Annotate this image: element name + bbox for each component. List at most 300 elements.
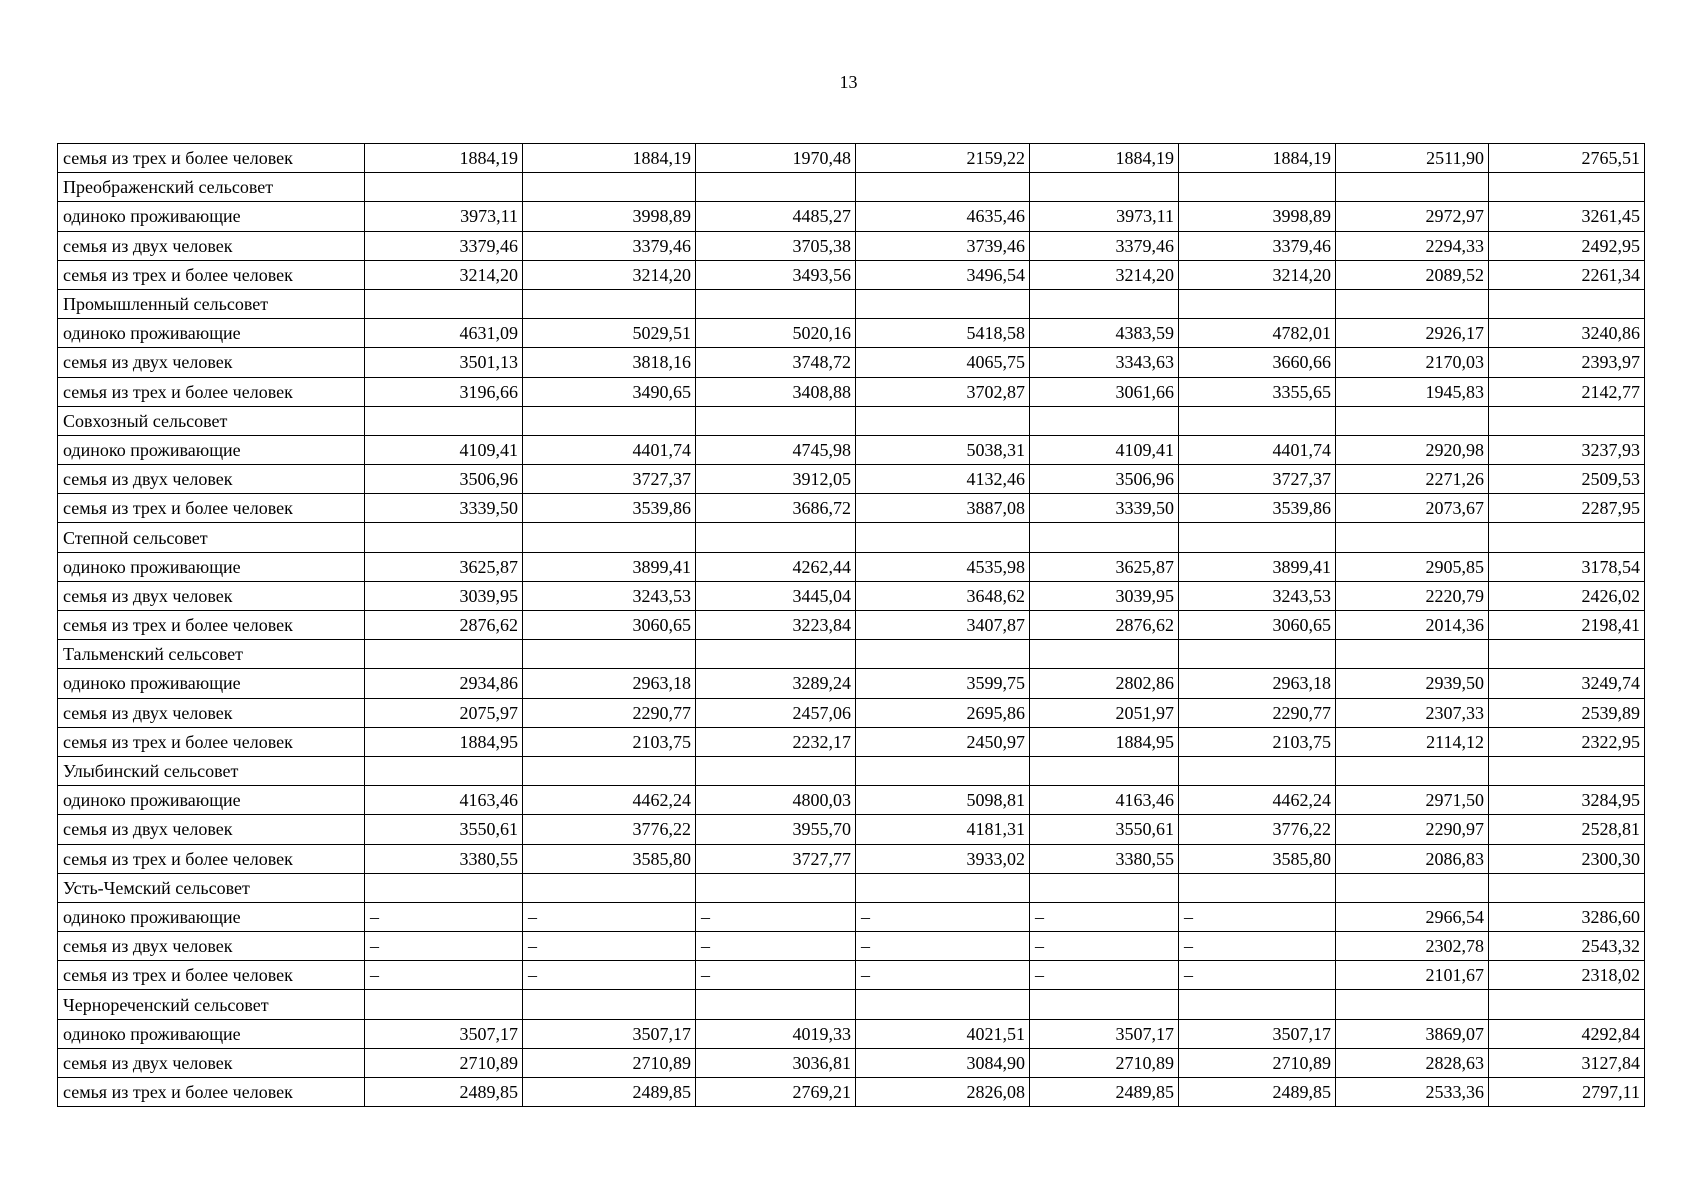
value-cell: 2114,12 xyxy=(1336,727,1489,756)
value-cell: – xyxy=(696,932,856,961)
value-cell: 3727,37 xyxy=(1179,465,1336,494)
value-cell: 3243,53 xyxy=(523,581,696,610)
value-cell: 3240,86 xyxy=(1489,319,1645,348)
value-cell: 3249,74 xyxy=(1489,669,1645,698)
value-cell: – xyxy=(856,902,1030,931)
value-cell: 3379,46 xyxy=(365,231,523,260)
value-cell: 3727,77 xyxy=(696,844,856,873)
tariff-table xyxy=(57,143,1645,1107)
table-row xyxy=(58,231,1645,260)
value-cell: 1884,95 xyxy=(1030,727,1179,756)
value-cell: 3289,24 xyxy=(696,669,856,698)
value-cell: 2695,86 xyxy=(856,698,1030,727)
table-row xyxy=(58,1078,1645,1107)
empty-cell xyxy=(1179,523,1336,552)
row-label-cell: одиноко проживающие xyxy=(58,1019,365,1048)
value-cell: 2287,95 xyxy=(1489,494,1645,523)
value-cell: 1945,83 xyxy=(1336,377,1489,406)
section-title-cell: Преображенский сельсовет xyxy=(58,173,365,202)
value-cell: 3539,86 xyxy=(1179,494,1336,523)
empty-cell xyxy=(1179,990,1336,1019)
value-cell: 2971,50 xyxy=(1336,786,1489,815)
value-cell: 2509,53 xyxy=(1489,465,1645,494)
empty-cell xyxy=(1179,873,1336,902)
value-cell: – xyxy=(365,932,523,961)
value-cell: 2920,98 xyxy=(1336,435,1489,464)
table-row xyxy=(58,815,1645,844)
empty-cell xyxy=(365,990,523,1019)
row-label-cell: одиноко проживающие xyxy=(58,202,365,231)
value-cell: 4462,24 xyxy=(523,786,696,815)
section-row xyxy=(58,406,1645,435)
value-cell: 3060,65 xyxy=(523,611,696,640)
empty-cell xyxy=(523,173,696,202)
value-cell: 3912,05 xyxy=(696,465,856,494)
value-cell: 5418,58 xyxy=(856,319,1030,348)
value-cell: – xyxy=(1179,902,1336,931)
empty-cell xyxy=(365,173,523,202)
value-cell: 1884,95 xyxy=(365,727,523,756)
value-cell: 2765,51 xyxy=(1489,144,1645,173)
value-cell: 3493,56 xyxy=(696,260,856,289)
section-title-cell: Улыбинский сельсовет xyxy=(58,756,365,785)
row-label-cell: семья из трех и более человек xyxy=(58,260,365,289)
value-cell: 2073,67 xyxy=(1336,494,1489,523)
value-cell: 1884,19 xyxy=(1179,144,1336,173)
value-cell: 2511,90 xyxy=(1336,144,1489,173)
empty-cell xyxy=(1336,640,1489,669)
section-row xyxy=(58,756,1645,785)
value-cell: 3339,50 xyxy=(365,494,523,523)
value-cell: 3223,84 xyxy=(696,611,856,640)
empty-cell xyxy=(696,640,856,669)
value-cell: 3973,11 xyxy=(365,202,523,231)
value-cell: 2075,97 xyxy=(365,698,523,727)
value-cell: 3660,66 xyxy=(1179,348,1336,377)
value-cell: 2103,75 xyxy=(523,727,696,756)
value-cell: 2457,06 xyxy=(696,698,856,727)
value-cell: 4383,59 xyxy=(1030,319,1179,348)
value-cell: 2966,54 xyxy=(1336,902,1489,931)
value-cell: 2426,02 xyxy=(1489,581,1645,610)
value-cell: 4019,33 xyxy=(696,1019,856,1048)
value-cell: 2539,89 xyxy=(1489,698,1645,727)
value-cell: 2220,79 xyxy=(1336,581,1489,610)
section-title-cell: Совхозный сельсовет xyxy=(58,406,365,435)
value-cell: 3899,41 xyxy=(1179,552,1336,581)
value-cell: 3933,02 xyxy=(856,844,1030,873)
value-cell: 3625,87 xyxy=(1030,552,1179,581)
value-cell: – xyxy=(1030,932,1179,961)
value-cell: 2710,89 xyxy=(1179,1048,1336,1077)
row-label-cell: семья из двух человек xyxy=(58,932,365,961)
empty-cell xyxy=(1336,990,1489,1019)
value-cell: 3625,87 xyxy=(365,552,523,581)
value-cell: – xyxy=(696,902,856,931)
row-label-cell: семья из трех и более человек xyxy=(58,611,365,640)
value-cell: 3127,84 xyxy=(1489,1048,1645,1077)
value-cell: 3196,66 xyxy=(365,377,523,406)
value-cell: 4163,46 xyxy=(1030,786,1179,815)
table-row xyxy=(58,669,1645,698)
value-cell: 3585,80 xyxy=(523,844,696,873)
row-label-cell: одиноко проживающие xyxy=(58,319,365,348)
row-label-cell: одиноко проживающие xyxy=(58,902,365,931)
row-label-cell: семья из трех и более человек xyxy=(58,961,365,990)
value-cell: 3705,38 xyxy=(696,231,856,260)
empty-cell xyxy=(1030,640,1179,669)
table-row xyxy=(58,786,1645,815)
table-row xyxy=(58,1048,1645,1077)
value-cell: 2393,97 xyxy=(1489,348,1645,377)
row-label-cell: семья из двух человек xyxy=(58,348,365,377)
value-cell: 2710,89 xyxy=(1030,1048,1179,1077)
value-cell: 3776,22 xyxy=(1179,815,1336,844)
value-cell: 2828,63 xyxy=(1336,1048,1489,1077)
table-body xyxy=(58,144,1645,1107)
value-cell: 4065,75 xyxy=(856,348,1030,377)
table-row xyxy=(58,202,1645,231)
table-row xyxy=(58,961,1645,990)
value-cell: 3039,95 xyxy=(1030,581,1179,610)
value-cell: 3899,41 xyxy=(523,552,696,581)
value-cell: – xyxy=(1030,902,1179,931)
row-label-cell: одиноко проживающие xyxy=(58,786,365,815)
table-row xyxy=(58,144,1645,173)
empty-cell xyxy=(856,756,1030,785)
value-cell: 4109,41 xyxy=(365,435,523,464)
empty-cell xyxy=(1336,756,1489,785)
empty-cell xyxy=(1030,873,1179,902)
value-cell: 3869,07 xyxy=(1336,1019,1489,1048)
value-cell: 2939,50 xyxy=(1336,669,1489,698)
value-cell: 2322,95 xyxy=(1489,727,1645,756)
value-cell: 5020,16 xyxy=(696,319,856,348)
value-cell: 4631,09 xyxy=(365,319,523,348)
value-cell: 3284,95 xyxy=(1489,786,1645,815)
empty-cell xyxy=(856,873,1030,902)
value-cell: 4401,74 xyxy=(1179,435,1336,464)
empty-cell xyxy=(1179,640,1336,669)
empty-cell xyxy=(365,289,523,318)
table-row xyxy=(58,348,1645,377)
empty-cell xyxy=(1030,756,1179,785)
table-row xyxy=(58,552,1645,581)
value-cell: 2089,52 xyxy=(1336,260,1489,289)
table-row xyxy=(58,494,1645,523)
table-row xyxy=(58,1019,1645,1048)
table-row xyxy=(58,727,1645,756)
section-row xyxy=(58,523,1645,552)
empty-cell xyxy=(1030,523,1179,552)
table-row xyxy=(58,260,1645,289)
value-cell: 2086,83 xyxy=(1336,844,1489,873)
section-title-cell: Тальменский сельсовет xyxy=(58,640,365,669)
row-label-cell: семья из трех и более человек xyxy=(58,1078,365,1107)
value-cell: 2710,89 xyxy=(523,1048,696,1077)
empty-cell xyxy=(1489,523,1645,552)
empty-cell xyxy=(696,289,856,318)
value-cell: – xyxy=(1179,932,1336,961)
value-cell: 3408,88 xyxy=(696,377,856,406)
table-row xyxy=(58,932,1645,961)
value-cell: 3261,45 xyxy=(1489,202,1645,231)
empty-cell xyxy=(365,756,523,785)
row-label-cell: одиноко проживающие xyxy=(58,669,365,698)
value-cell: – xyxy=(856,961,1030,990)
value-cell: 3380,55 xyxy=(365,844,523,873)
value-cell: 2876,62 xyxy=(1030,611,1179,640)
value-cell: 3648,62 xyxy=(856,581,1030,610)
section-row xyxy=(58,873,1645,902)
value-cell: 3237,93 xyxy=(1489,435,1645,464)
empty-cell xyxy=(856,523,1030,552)
value-cell: 3702,87 xyxy=(856,377,1030,406)
value-cell: 3887,08 xyxy=(856,494,1030,523)
row-label-cell: семья из двух человек xyxy=(58,1048,365,1077)
value-cell: 2533,36 xyxy=(1336,1078,1489,1107)
value-cell: 2963,18 xyxy=(523,669,696,698)
value-cell: 2450,97 xyxy=(856,727,1030,756)
value-cell: 2290,77 xyxy=(523,698,696,727)
value-cell: 4782,01 xyxy=(1179,319,1336,348)
value-cell: 2300,30 xyxy=(1489,844,1645,873)
value-cell: 2905,85 xyxy=(1336,552,1489,581)
value-cell: 2170,03 xyxy=(1336,348,1489,377)
value-cell: 2101,67 xyxy=(1336,961,1489,990)
empty-cell xyxy=(696,990,856,1019)
value-cell: 3214,20 xyxy=(1179,260,1336,289)
empty-cell xyxy=(1030,990,1179,1019)
empty-cell xyxy=(696,523,856,552)
value-cell: – xyxy=(523,961,696,990)
value-cell: 4800,03 xyxy=(696,786,856,815)
value-cell: 3355,65 xyxy=(1179,377,1336,406)
section-row xyxy=(58,990,1645,1019)
empty-cell xyxy=(1336,406,1489,435)
empty-cell xyxy=(1030,289,1179,318)
value-cell: 3286,60 xyxy=(1489,902,1645,931)
empty-cell xyxy=(1336,173,1489,202)
value-cell: 3506,96 xyxy=(365,465,523,494)
value-cell: 3748,72 xyxy=(696,348,856,377)
value-cell: 3490,65 xyxy=(523,377,696,406)
value-cell: – xyxy=(523,932,696,961)
value-cell: 2294,33 xyxy=(1336,231,1489,260)
empty-cell xyxy=(856,406,1030,435)
value-cell: 5098,81 xyxy=(856,786,1030,815)
row-label-cell: семья из двух человек xyxy=(58,698,365,727)
empty-cell xyxy=(365,523,523,552)
value-cell: – xyxy=(1030,961,1179,990)
value-cell: 2290,97 xyxy=(1336,815,1489,844)
value-cell: 3507,17 xyxy=(523,1019,696,1048)
value-cell: 3507,17 xyxy=(365,1019,523,1048)
value-cell: 4462,24 xyxy=(1179,786,1336,815)
row-label-cell: семья из трех и более человек xyxy=(58,144,365,173)
value-cell: 2826,08 xyxy=(856,1078,1030,1107)
value-cell: 4292,84 xyxy=(1489,1019,1645,1048)
value-cell: 2271,26 xyxy=(1336,465,1489,494)
value-cell: 4262,44 xyxy=(696,552,856,581)
empty-cell xyxy=(523,756,696,785)
value-cell: 3061,66 xyxy=(1030,377,1179,406)
value-cell: 3550,61 xyxy=(1030,815,1179,844)
value-cell: 3585,80 xyxy=(1179,844,1336,873)
value-cell: 3501,13 xyxy=(365,348,523,377)
value-cell: 3506,96 xyxy=(1030,465,1179,494)
value-cell: 2972,97 xyxy=(1336,202,1489,231)
value-cell: 2014,36 xyxy=(1336,611,1489,640)
value-cell: 3776,22 xyxy=(523,815,696,844)
value-cell: 2710,89 xyxy=(365,1048,523,1077)
value-cell: – xyxy=(365,961,523,990)
value-cell: 3496,54 xyxy=(856,260,1030,289)
empty-cell xyxy=(1336,523,1489,552)
section-title-cell: Промышленный сельсовет xyxy=(58,289,365,318)
value-cell: 2489,85 xyxy=(1179,1078,1336,1107)
value-cell: 4635,46 xyxy=(856,202,1030,231)
value-cell: 4535,98 xyxy=(856,552,1030,581)
empty-cell xyxy=(1489,406,1645,435)
page-number: 13 xyxy=(839,72,858,92)
value-cell: 3599,75 xyxy=(856,669,1030,698)
empty-cell xyxy=(523,289,696,318)
value-cell: 3039,95 xyxy=(365,581,523,610)
table-row xyxy=(58,319,1645,348)
section-row xyxy=(58,640,1645,669)
empty-cell xyxy=(1489,756,1645,785)
value-cell: 3339,50 xyxy=(1030,494,1179,523)
table-row xyxy=(58,465,1645,494)
row-label-cell: одиноко проживающие xyxy=(58,435,365,464)
empty-cell xyxy=(1336,873,1489,902)
row-label-cell: семья из трех и более человек xyxy=(58,377,365,406)
value-cell: 4181,31 xyxy=(856,815,1030,844)
empty-cell xyxy=(523,406,696,435)
empty-cell xyxy=(856,289,1030,318)
value-cell: 3214,20 xyxy=(523,260,696,289)
value-cell: 2198,41 xyxy=(1489,611,1645,640)
value-cell: 2290,77 xyxy=(1179,698,1336,727)
value-cell: 3998,89 xyxy=(1179,202,1336,231)
value-cell: 2543,32 xyxy=(1489,932,1645,961)
value-cell: 3380,55 xyxy=(1030,844,1179,873)
value-cell: 2963,18 xyxy=(1179,669,1336,698)
value-cell: 1884,19 xyxy=(365,144,523,173)
value-cell: 2103,75 xyxy=(1179,727,1336,756)
value-cell: 2159,22 xyxy=(856,144,1030,173)
empty-cell xyxy=(365,873,523,902)
value-cell: 3214,20 xyxy=(365,260,523,289)
value-cell: 2769,21 xyxy=(696,1078,856,1107)
empty-cell xyxy=(1336,289,1489,318)
value-cell: – xyxy=(696,961,856,990)
empty-cell xyxy=(856,640,1030,669)
empty-cell xyxy=(856,990,1030,1019)
empty-cell xyxy=(856,173,1030,202)
value-cell: 3955,70 xyxy=(696,815,856,844)
value-cell: 2142,77 xyxy=(1489,377,1645,406)
empty-cell xyxy=(696,873,856,902)
value-cell: 3507,17 xyxy=(1179,1019,1336,1048)
value-cell: 3060,65 xyxy=(1179,611,1336,640)
value-cell: 2489,85 xyxy=(365,1078,523,1107)
empty-cell xyxy=(1489,990,1645,1019)
empty-cell xyxy=(1489,873,1645,902)
value-cell: 1884,19 xyxy=(523,144,696,173)
value-cell: 4109,41 xyxy=(1030,435,1179,464)
row-label-cell: семья из трех и более человек xyxy=(58,844,365,873)
section-title-cell: Чернореченский сельсовет xyxy=(58,990,365,1019)
value-cell: 1970,48 xyxy=(696,144,856,173)
value-cell: 3379,46 xyxy=(1030,231,1179,260)
section-title-cell: Усть-Чемский сельсовет xyxy=(58,873,365,902)
value-cell: 3379,46 xyxy=(523,231,696,260)
value-cell: 2492,95 xyxy=(1489,231,1645,260)
value-cell: 3036,81 xyxy=(696,1048,856,1077)
value-cell: 4021,51 xyxy=(856,1019,1030,1048)
value-cell: 2232,17 xyxy=(696,727,856,756)
row-label-cell: семья из трех и более человек xyxy=(58,494,365,523)
table-row xyxy=(58,611,1645,640)
value-cell: 4745,98 xyxy=(696,435,856,464)
row-label-cell: семья из двух человек xyxy=(58,581,365,610)
table-row xyxy=(58,581,1645,610)
table-row xyxy=(58,435,1645,464)
row-label-cell: одиноко проживающие xyxy=(58,552,365,581)
value-cell: 3407,87 xyxy=(856,611,1030,640)
value-cell: 3379,46 xyxy=(1179,231,1336,260)
row-label-cell: семья из двух человек xyxy=(58,815,365,844)
value-cell: 1884,19 xyxy=(1030,144,1179,173)
empty-cell xyxy=(365,640,523,669)
value-cell: 2802,86 xyxy=(1030,669,1179,698)
value-cell: 2307,33 xyxy=(1336,698,1489,727)
value-cell: 3507,17 xyxy=(1030,1019,1179,1048)
empty-cell xyxy=(1030,173,1179,202)
value-cell: 3539,86 xyxy=(523,494,696,523)
value-cell: 3178,54 xyxy=(1489,552,1645,581)
value-cell: 3243,53 xyxy=(1179,581,1336,610)
empty-cell xyxy=(1030,406,1179,435)
empty-cell xyxy=(696,173,856,202)
empty-cell xyxy=(1179,289,1336,318)
value-cell: 5038,31 xyxy=(856,435,1030,464)
empty-cell xyxy=(696,756,856,785)
value-cell: – xyxy=(1179,961,1336,990)
value-cell: 2934,86 xyxy=(365,669,523,698)
table-row xyxy=(58,902,1645,931)
row-label-cell: семья из двух человек xyxy=(58,465,365,494)
empty-cell xyxy=(523,523,696,552)
value-cell: – xyxy=(523,902,696,931)
value-cell: 4163,46 xyxy=(365,786,523,815)
table-row xyxy=(58,698,1645,727)
value-cell: – xyxy=(856,932,1030,961)
value-cell: 3084,90 xyxy=(856,1048,1030,1077)
value-cell: 5029,51 xyxy=(523,319,696,348)
value-cell: 2926,17 xyxy=(1336,319,1489,348)
value-cell: 3343,63 xyxy=(1030,348,1179,377)
empty-cell xyxy=(365,406,523,435)
value-cell: 2051,97 xyxy=(1030,698,1179,727)
empty-cell xyxy=(1489,289,1645,318)
table-row xyxy=(58,844,1645,873)
empty-cell xyxy=(523,990,696,1019)
value-cell: 3445,04 xyxy=(696,581,856,610)
value-cell: 2261,34 xyxy=(1489,260,1645,289)
